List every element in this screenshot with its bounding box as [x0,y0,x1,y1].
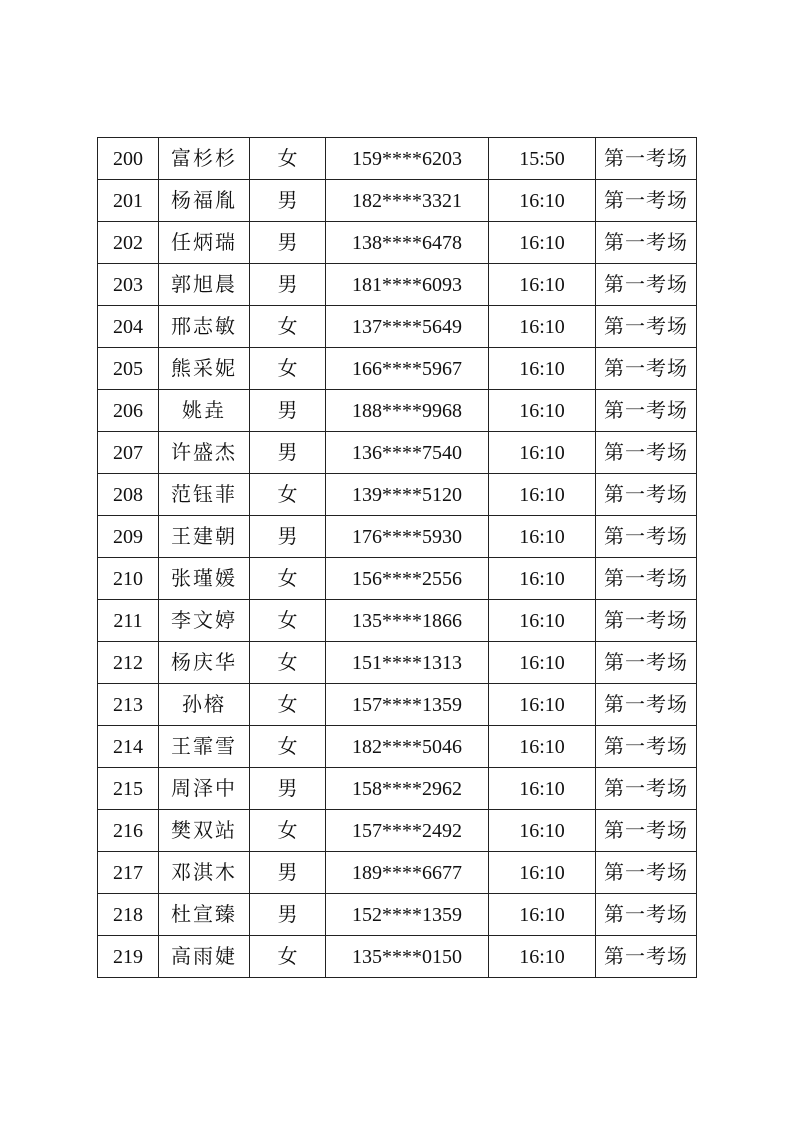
cell-time: 16:10 [489,768,596,810]
table-row [98,642,697,684]
cell-phone: 136****7540 [326,432,489,474]
cell-name: 富杉杉 [159,138,250,180]
cell-number: 214 [98,726,159,768]
cell-gender: 男 [250,852,326,894]
cell-phone: 181****6093 [326,264,489,306]
cell-name: 周泽中 [159,768,250,810]
cell-name: 杨庆华 [159,642,250,684]
table-row [98,474,697,516]
cell-time: 16:10 [489,894,596,936]
cell-gender: 女 [250,810,326,852]
cell-gender: 男 [250,180,326,222]
cell-time: 16:10 [489,810,596,852]
cell-number: 208 [98,474,159,516]
table-row [98,348,697,390]
cell-number: 209 [98,516,159,558]
cell-number: 204 [98,306,159,348]
cell-gender: 男 [250,768,326,810]
cell-time: 15:50 [489,138,596,180]
cell-gender: 女 [250,558,326,600]
table-row [98,222,697,264]
cell-number: 205 [98,348,159,390]
cell-exam-room: 第一考场 [596,222,697,264]
cell-number: 212 [98,642,159,684]
cell-name: 王建朝 [159,516,250,558]
cell-number: 219 [98,936,159,978]
table-row [98,726,697,768]
cell-number: 203 [98,264,159,306]
cell-exam-room: 第一考场 [596,768,697,810]
cell-number: 218 [98,894,159,936]
cell-time: 16:10 [489,474,596,516]
cell-name: 姚垚 [159,390,250,432]
cell-exam-room: 第一考场 [596,558,697,600]
cell-exam-room: 第一考场 [596,642,697,684]
cell-time: 16:10 [489,558,596,600]
cell-gender: 女 [250,348,326,390]
table-row [98,894,697,936]
cell-name: 王霏雪 [159,726,250,768]
cell-name: 樊双站 [159,810,250,852]
cell-gender: 男 [250,390,326,432]
cell-exam-room: 第一考场 [596,894,697,936]
table-row [98,516,697,558]
table-row [98,768,697,810]
cell-time: 16:10 [489,180,596,222]
table-row [98,432,697,474]
table-row [98,810,697,852]
cell-phone: 189****6677 [326,852,489,894]
cell-phone: 176****5930 [326,516,489,558]
cell-number: 206 [98,390,159,432]
cell-gender: 女 [250,726,326,768]
cell-time: 16:10 [489,432,596,474]
cell-gender: 男 [250,432,326,474]
cell-exam-room: 第一考场 [596,264,697,306]
cell-time: 16:10 [489,852,596,894]
cell-number: 217 [98,852,159,894]
cell-time: 16:10 [489,642,596,684]
cell-time: 16:10 [489,600,596,642]
cell-name: 杜宣臻 [159,894,250,936]
table-row [98,390,697,432]
cell-name: 邢志敏 [159,306,250,348]
cell-name: 张瑾媛 [159,558,250,600]
cell-phone: 182****5046 [326,726,489,768]
table-row [98,138,697,180]
cell-time: 16:10 [489,684,596,726]
cell-gender: 女 [250,474,326,516]
cell-name: 郭旭晨 [159,264,250,306]
cell-name: 李文婷 [159,600,250,642]
cell-gender: 女 [250,306,326,348]
cell-exam-room: 第一考场 [596,306,697,348]
cell-exam-room: 第一考场 [596,432,697,474]
cell-gender: 男 [250,516,326,558]
table-row [98,684,697,726]
cell-gender: 男 [250,264,326,306]
cell-name: 范钰菲 [159,474,250,516]
cell-phone: 152****1359 [326,894,489,936]
cell-exam-room: 第一考场 [596,516,697,558]
cell-time: 16:10 [489,516,596,558]
cell-exam-room: 第一考场 [596,180,697,222]
cell-name: 杨福胤 [159,180,250,222]
cell-name: 熊采妮 [159,348,250,390]
cell-exam-room: 第一考场 [596,348,697,390]
table-row [98,600,697,642]
cell-time: 16:10 [489,726,596,768]
cell-number: 202 [98,222,159,264]
cell-name: 孙榕 [159,684,250,726]
cell-time: 16:10 [489,348,596,390]
cell-gender: 女 [250,684,326,726]
cell-phone: 137****5649 [326,306,489,348]
table-row [98,852,697,894]
cell-phone: 138****6478 [326,222,489,264]
cell-gender: 男 [250,894,326,936]
cell-phone: 166****5967 [326,348,489,390]
cell-exam-room: 第一考场 [596,474,697,516]
cell-phone: 156****2556 [326,558,489,600]
cell-phone: 158****2962 [326,768,489,810]
candidate-table [97,137,697,978]
cell-name: 许盛杰 [159,432,250,474]
cell-gender: 女 [250,600,326,642]
cell-exam-room: 第一考场 [596,600,697,642]
cell-phone: 182****3321 [326,180,489,222]
cell-number: 215 [98,768,159,810]
cell-exam-room: 第一考场 [596,390,697,432]
cell-number: 210 [98,558,159,600]
cell-exam-room: 第一考场 [596,810,697,852]
cell-gender: 女 [250,642,326,684]
cell-gender: 男 [250,222,326,264]
cell-exam-room: 第一考场 [596,852,697,894]
cell-time: 16:10 [489,306,596,348]
cell-number: 211 [98,600,159,642]
cell-phone: 157****1359 [326,684,489,726]
cell-time: 16:10 [489,936,596,978]
table-row [98,264,697,306]
cell-phone: 151****1313 [326,642,489,684]
cell-time: 16:10 [489,264,596,306]
cell-time: 16:10 [489,390,596,432]
cell-exam-room: 第一考场 [596,936,697,978]
cell-phone: 159****6203 [326,138,489,180]
cell-name: 高雨婕 [159,936,250,978]
cell-phone: 139****5120 [326,474,489,516]
cell-phone: 157****2492 [326,810,489,852]
cell-number: 216 [98,810,159,852]
cell-name: 邓淇木 [159,852,250,894]
cell-name: 任炳瑞 [159,222,250,264]
cell-exam-room: 第一考场 [596,684,697,726]
candidate-table-body [98,138,697,978]
cell-exam-room: 第一考场 [596,138,697,180]
cell-time: 16:10 [489,222,596,264]
table-row [98,558,697,600]
cell-phone: 135****1866 [326,600,489,642]
cell-gender: 女 [250,936,326,978]
table-row [98,180,697,222]
cell-exam-room: 第一考场 [596,726,697,768]
cell-number: 207 [98,432,159,474]
cell-number: 200 [98,138,159,180]
table-row [98,306,697,348]
cell-gender: 女 [250,138,326,180]
cell-number: 201 [98,180,159,222]
table-row [98,936,697,978]
cell-phone: 188****9968 [326,390,489,432]
cell-number: 213 [98,684,159,726]
cell-phone: 135****0150 [326,936,489,978]
